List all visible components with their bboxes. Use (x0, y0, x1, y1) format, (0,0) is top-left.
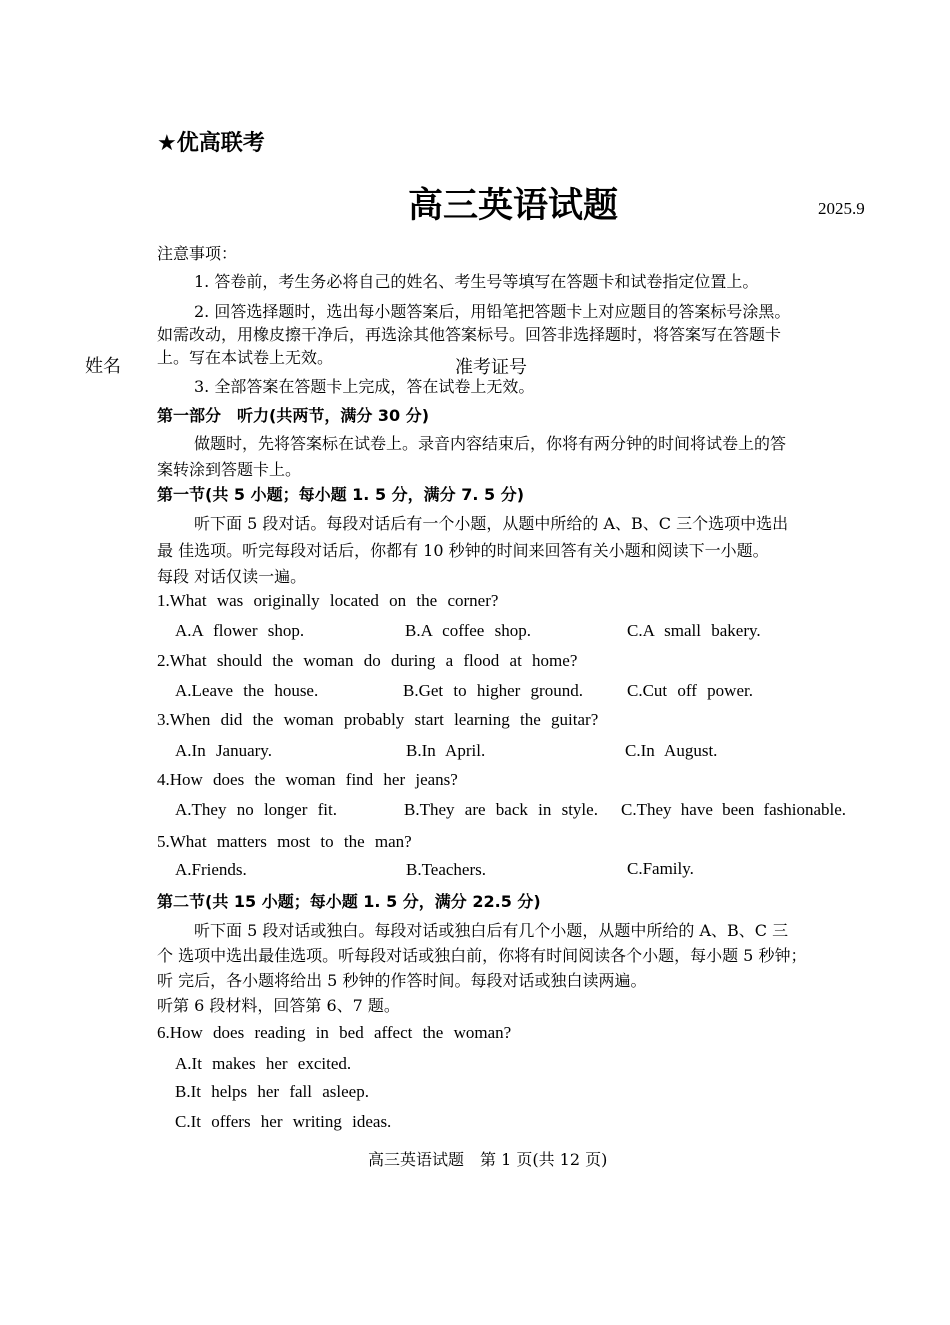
question-6-option-c: C.It offers her writing ideas. (175, 1112, 392, 1131)
notice-item-3: 3. 全部答案在答题卡上完成，答在试卷上无效。 (194, 377, 535, 396)
section2-intro-line-2: 个 选项中选出最佳选项。听每段对话或独白前，你将有时间阅读各个小题，每小题 5 秒钟； (157, 946, 807, 965)
section2-intro-line-1: 听下面 5 段对话或独白。每段对话或独白后有几个小题，从题中所给的 A、B、C 三 (194, 921, 789, 940)
notice-item-2-line-3: 上。写在本试卷上无效。 (157, 348, 334, 367)
question-3-option-a: A.In January. (175, 741, 272, 760)
question-6-option-b: B.It helps her fall asleep. (175, 1082, 369, 1101)
question-5-option-a: A.Friends. (175, 860, 247, 879)
question-4-option-a: A.They no longer fit. (175, 800, 337, 819)
question-2-option-c: C.Cut off power. (627, 681, 753, 700)
exam-number-label: 准考证号 (455, 357, 527, 378)
question-3: 3.When did the woman probably start learning the guitar? (157, 710, 599, 729)
question-3-option-c: C.In August. (625, 741, 718, 760)
notice-heading: 注意事项： (157, 244, 238, 263)
notice-item-1: 1. 答卷前，考生务必将自己的姓名、考生号等填写在答题卡和试卷指定位置上。 (194, 272, 759, 291)
question-2: 2.What should the woman do during a flood at home? (157, 651, 578, 670)
section2-intro-line-3: 听 完后，各小题将给出 5 秒钟的作答时间。每段对话或独白读两遍。 (157, 971, 647, 990)
question-2-option-b: B.Get to higher ground. (403, 681, 583, 700)
part1-intro-line-1: 做题时，先将答案标在试卷上。录音内容结束后，你将有两分钟的时间将试卷上的答 (194, 434, 787, 453)
question-5: 5.What matters most to the man? (157, 832, 412, 851)
question-1-option-b: B.A coffee shop. (405, 621, 531, 640)
notice-item-2-line-1: 2. 回答选择题时，选出每小题答案后，用铅笔把答题卡上对应题目的答案标号涂黑。 (194, 302, 791, 321)
part1-intro-line-2: 案转涂到答题卡上。 (157, 460, 302, 479)
page-title: 高三英语试题 (408, 185, 619, 226)
part1-heading: 第一部分 听力(共两节，满分 30 分) (157, 406, 430, 425)
exam-date: 2025.9 (818, 199, 865, 218)
page-footer: 高三英语试题 第 1 页(共 12 页) (368, 1150, 608, 1169)
brand-label: ★优高联考 (157, 131, 265, 156)
question-2-option-a: A.Leave the house. (175, 681, 319, 700)
question-5-option-b: B.Teachers. (406, 860, 486, 879)
question-4: 4.How does the woman find her jeans? (157, 770, 458, 789)
question-5-option-c: C.Family. (627, 859, 694, 878)
question-3-option-b: B.In April. (406, 741, 486, 760)
question-1-option-a: A.A flower shop. (175, 621, 305, 640)
section2-heading: 第二节(共 15 小题；每小题 1. 5 分，满分 22.5 分) (157, 892, 541, 911)
section1-intro-line-3: 每段 对话仅读一遍。 (157, 567, 307, 586)
question-4-option-b: B.They are back in style. (404, 800, 598, 819)
question-6: 6.How does reading in bed affect the woman? (157, 1023, 512, 1042)
name-label: 姓名 (85, 356, 121, 377)
question-6-option-a: A.It makes her excited. (175, 1054, 352, 1073)
question-1: 1.What was originally located on the corner? (157, 591, 499, 610)
section1-intro-line-1: 听下面 5 段对话。每段对话后有一个小题，从题中所给的 A、B、C 三个选项中选出 (194, 514, 789, 533)
material-note: 听第 6 段材料，回答第 6、7 题。 (157, 996, 400, 1015)
notice-item-2-line-2: 如需改动，用橡皮擦干净后，再选涂其他答案标号。回答非选择题时，将答案写在答题卡 (157, 325, 782, 344)
section1-heading: 第一节(共 5 小题；每小题 1. 5 分，满分 7. 5 分) (157, 485, 525, 504)
section1-intro-line-2: 最 佳选项。听完每段对话后，你都有 10 秒钟的时间来回答有关小题和阅读下一小题。 (157, 541, 769, 560)
question-4-option-c: C.They have been fashionable. (621, 800, 847, 819)
question-1-option-c: C.A small bakery. (627, 621, 761, 640)
